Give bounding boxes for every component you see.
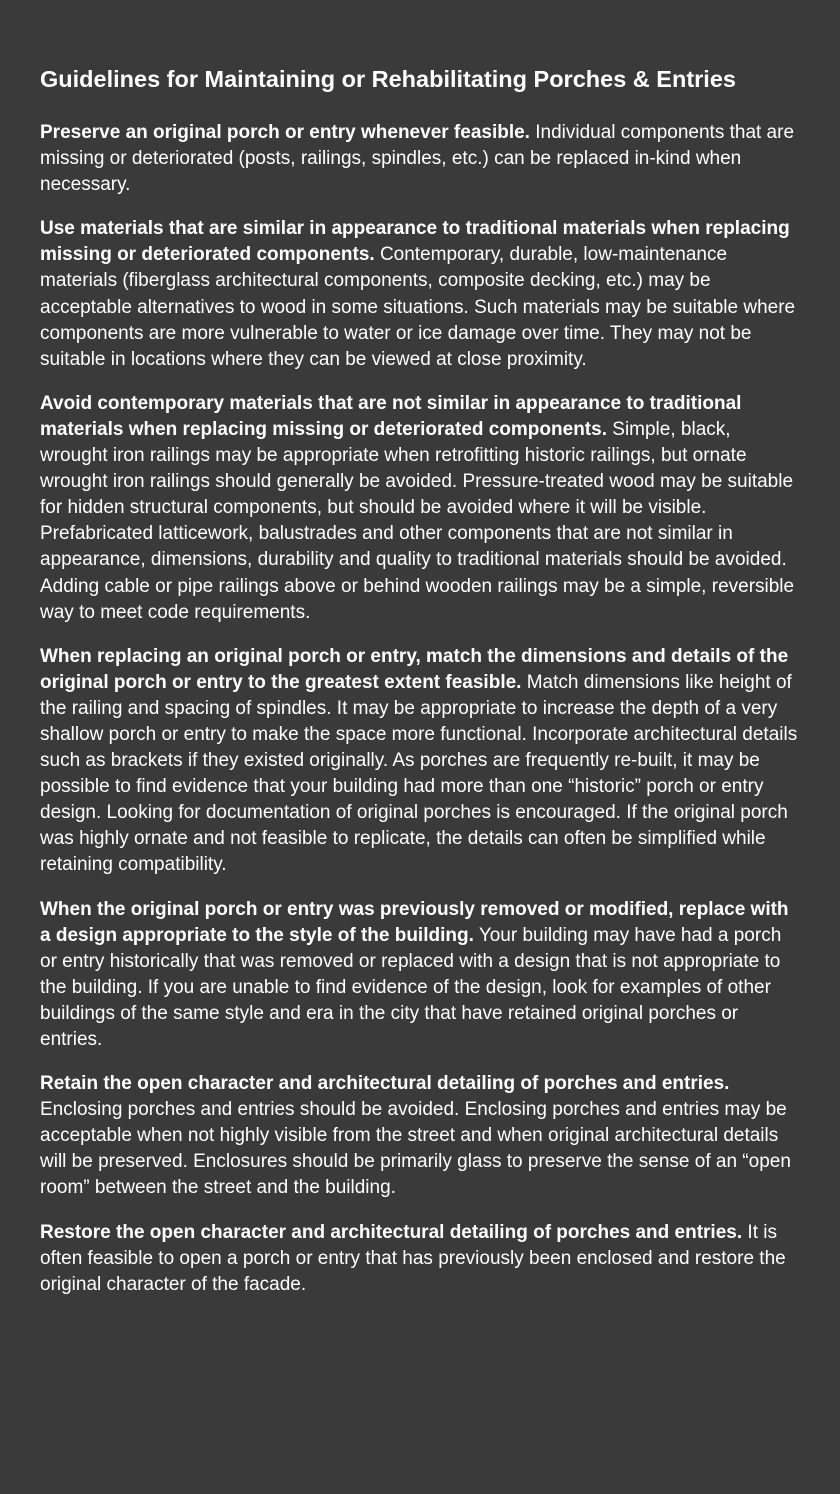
guideline-lead: Preserve an original porch or entry whenever feasible.: [40, 122, 530, 143]
guideline-lead: Retain the open character and architectural detailing of porches and entries.: [40, 1073, 730, 1095]
page-title: Guidelines for Maintaining or Rehabilitating Porches & Entries: [40, 66, 736, 92]
guideline-body: It is often feasible to open a porch or entry that has previously been enclosed and restore the original character of the facade.: [40, 1221, 786, 1295]
guideline-body: Contemporary, durable, low-maintenance materials (fiberglass architectural components, composite decking, etc.) may be acceptable alternatives to wood in some situations. Such materials may be suitable where components are more vulnerable to water or ice damage over time. They may not be suitable in locations where they can be viewed at close proximity.: [40, 244, 796, 370]
guideline-retain-open-character: [40, 1071, 802, 1201]
guideline-replace-removed: [40, 897, 802, 1054]
guideline-lead: When the original porch or entry was previously removed or modified, replace with a design appropriate to the style of the building.: [40, 898, 789, 946]
guideline-similar-materials: [40, 216, 802, 373]
guideline-avoid-contemporary: [40, 391, 802, 626]
guideline-match-dimensions: [40, 644, 802, 879]
guideline-lead: Use materials that are similar in appearance to traditional materials when replacing missing or deteriorated components.: [40, 218, 790, 266]
guideline-restore-open-character: [40, 1220, 802, 1298]
guideline-lead: Restore the open character and architectural detailing of porches and entries.: [40, 1221, 743, 1243]
guideline-lead: Avoid contemporary materials that are not similar in appearance to traditional materials when replacing missing or deteriorated components.: [40, 392, 742, 440]
guideline-body: Enclosing porches and entries should be avoided. Enclosing porches and entries may be acceptable when not highly visible from the street and when original architectural details will be preserved. Enclosures should be primarily glass to preserve the sense of an “open room” between the street and the building.: [40, 1099, 791, 1199]
guideline-lead: When replacing an original porch or entry, match the dimensions and details of the original porch or entry to the greatest extent feasible.: [40, 645, 789, 693]
guideline-body: Simple, black, wrought iron railings may be appropriate when retrofitting historic railings, but ornate wrought iron railings should generally be avoided. Pressure-treated wood may be suitable for hidden structural components, but should be avoided where it will be visible. Prefabricated latticework, balustrades and other components that are not similar in appearance, dimensions, durability and quality to traditional materials should be avoided. Adding cable or pipe railings above or behind wooden railings may be a simple, reversible way to meet code requirements.: [40, 418, 795, 623]
guideline-body: Individual components that are missing or deteriorated (posts, railings, spindles, etc.) can be replaced in-kind when necessary.: [40, 122, 795, 196]
guideline-body: Match dimensions like height of the railing and spacing of spindles. It may be appropriate to increase the depth of a very shallow porch or entry to make the space more functional. Incorporate architectural details such as brackets if they existed originally. As porches are frequently re-built, it may be possible to find evidence that your building had more than one “historic” porch or entry design. Looking for documentation of original porches is encouraged. If the original porch was highly ornate and not feasible to replicate, the details can often be simplified while retaining compatibility.: [40, 671, 798, 876]
guideline-preserve-original: [40, 120, 802, 198]
guideline-body: Your building may have had a porch or entry historically that was removed or replaced with a design that is not appropriate to the building. If you are unable to find evidence of the design, look for examples of other buildings of the same style and era in the city that have retained original porches or entries.: [40, 924, 782, 1050]
